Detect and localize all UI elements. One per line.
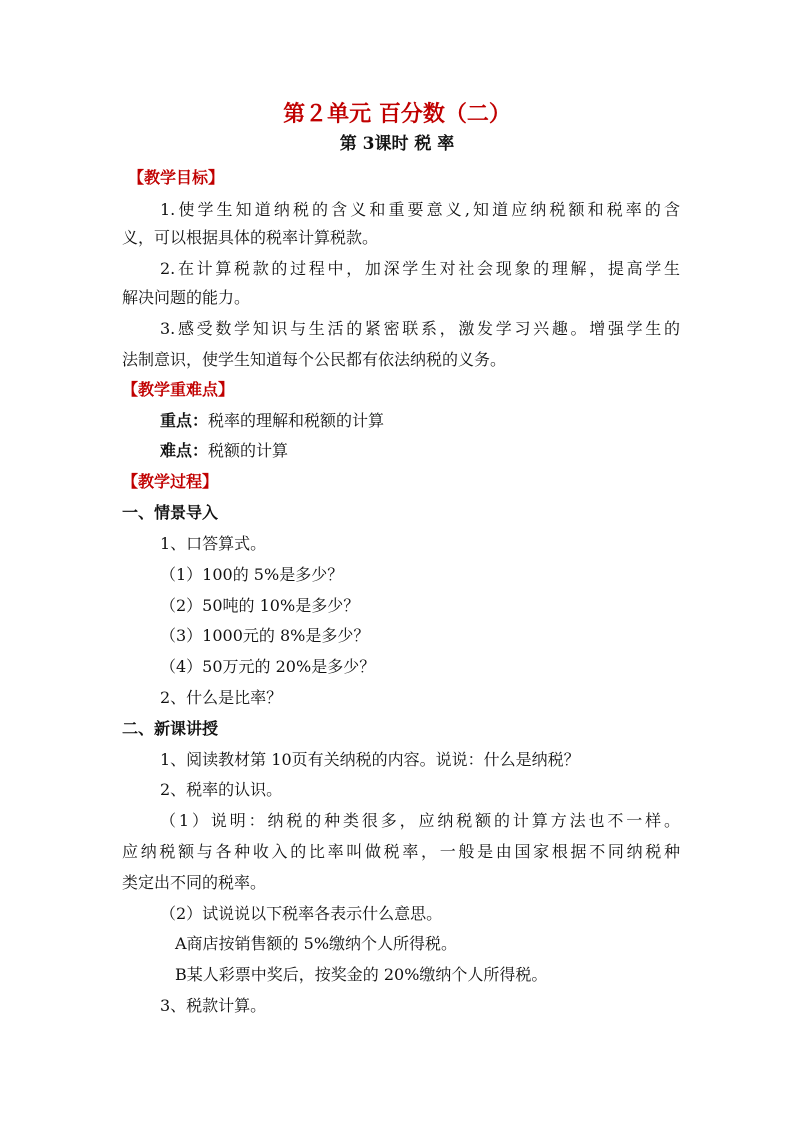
objective-3-line-2: 法制意识，使学生知道每个公民都有依法纳税的义务。 [122, 350, 507, 369]
question-2: （2）50吨的 10%是多少？ [160, 596, 360, 615]
question-1: （1）100的 5%是多少？ [160, 565, 344, 584]
difficulty-row [160, 441, 288, 461]
objectives-heading: 【教学目标】 [128, 168, 225, 187]
objective-2-line-1: 2.在计算税款的过程中，加深学生对社会现象的理解，提高学生 [160, 259, 680, 278]
objective-1-line-2: 义，可以根据具体的税率计算税款。 [122, 228, 379, 247]
explanation-line-1: （1）说明：纳税的种类很多，应纳税额的计算方法也不一样。 [160, 811, 680, 830]
question-3: （3）1000元的 8%是多少？ [160, 626, 370, 645]
example-b: B某人彩票中奖后，按奖金的 20%缴纳个人所得税。 [175, 965, 548, 984]
unit-title: 第２单元 百分数（二） [283, 101, 511, 127]
focus-text: 税率的理解和税额的计算 [208, 411, 385, 430]
section-1-heading: 一、情景导入 [122, 503, 219, 522]
explanation-line-3: 类定出不同的税率。 [122, 873, 267, 892]
section-2-item-1: 1、阅读教材第 10页有关纳税的内容。说说：什么是纳税？ [160, 750, 580, 769]
try-say-prompt: （2）试说说以下税率各表示什么意思。 [160, 904, 443, 923]
section-1-item-1: 1、口答算式。 [160, 534, 267, 553]
section-1-item-2: 2、什么是比率？ [160, 688, 283, 707]
key-points-heading: 【教学重难点】 [122, 380, 235, 399]
section-2-heading: 二、新课讲授 [122, 719, 219, 738]
question-4: （4）50万元的 20%是多少？ [160, 657, 376, 676]
section-2-item-3: 3、税款计算。 [160, 996, 267, 1015]
explanation-line-2: 应纳税额与各种收入的比率叫做税率，一般是由国家根据不同纳税种 [122, 842, 680, 861]
objective-3-line-1: 3.感受数学知识与生活的紧密联系，激发学习兴趣。增强学生的 [160, 319, 680, 338]
process-heading: 【教学过程】 [122, 472, 219, 491]
focus-label: 重点： [160, 411, 209, 430]
objective-1-line-1: 1.使学生知道纳税的含义和重要意义,知道应纳税额和税率的含 [160, 200, 680, 219]
lesson-subtitle: 第 3课时 税 率 [339, 134, 455, 154]
focus-row [160, 411, 384, 431]
section-2-item-2: 2、税率的认识。 [160, 780, 283, 799]
difficulty-label: 难点： [160, 441, 209, 460]
example-a: A商店按销售额的 5%缴纳个人所得税。 [175, 934, 458, 953]
difficulty-text: 税额的计算 [208, 441, 289, 460]
objective-2-line-2: 解决问题的能力。 [122, 288, 251, 307]
